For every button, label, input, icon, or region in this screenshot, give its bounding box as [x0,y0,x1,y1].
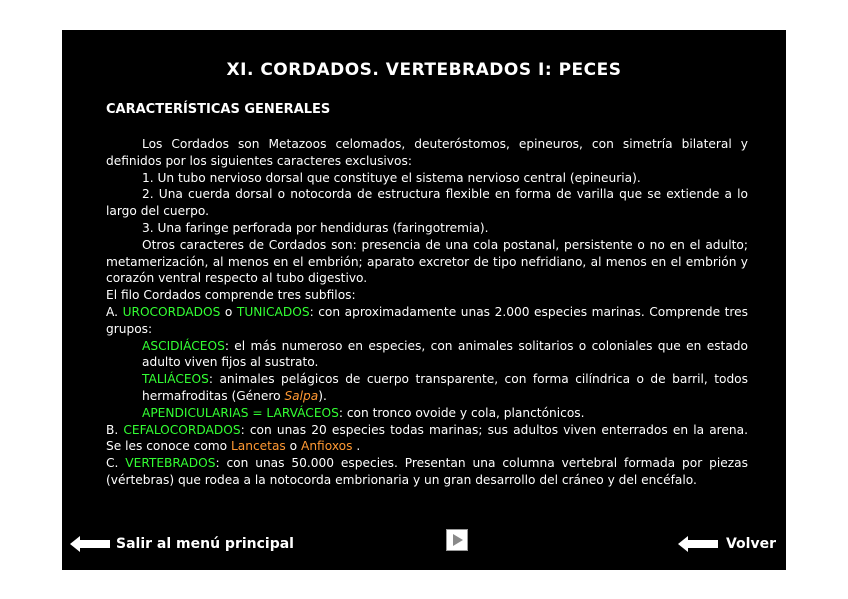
urocordados-term: UROCORDADOS [122,304,221,319]
subphylum-b-prefix: B. [106,422,124,437]
main-menu-button[interactable] [70,530,294,558]
cefalocordados-term: CEFALOCORDADOS [123,422,241,437]
taliaceos-term: TALIÁCEOS [142,372,209,387]
subphylum-a-text: : con aproximadamente unas 2.000 especies marinas. Comprende tres grupos: [106,304,748,336]
group-taliaceos [106,371,748,405]
arrow-left-icon [70,535,110,553]
content-panel [62,30,786,570]
subphylum-a-or: o [220,304,237,319]
ascidiaceos-term: ASCIDIÁCEOS [142,338,225,353]
group-apendicularias [106,405,748,422]
tunicados-term: TUNICADOS [236,304,310,319]
character-item-2: 2. Una cuerda dorsal o notocorda de estructura flexible en forma de varilla que se extiende a lo largo del cuerpo. [106,187,748,219]
back-button[interactable] [678,530,776,558]
arrow-left-icon [678,535,718,553]
play-button[interactable] [446,529,468,551]
vertebrados-term: VERTEBRADOS [125,456,216,471]
taliaceos-text: : animales pelágicos de cuerpo transparente, con forma cilíndrica o de barril, todos hermafroditas (Género [142,372,748,403]
group-ascidiaceos [106,338,748,372]
subphylum-b-text: : con unas 20 especies todas marinas; sus adultos viven enterrados en la arena. Se les conoce como [106,422,748,454]
ascidiaceos-text: : el más numeroso en especies, con animales solitarios o coloniales que en estado adulto viven fijos al sustrato. [142,338,748,370]
subphylum-b [106,422,748,456]
subphyla-intro: El filo Cordados comprende tres subfilos: [106,288,356,303]
lancetas-name: Lancetas [231,439,286,454]
main-menu-label: Salir al menú principal [116,536,294,552]
anfioxos-name: Anfioxos [301,439,353,454]
character-item-3: 3. Una faringe perforada por hendiduras (faringotremia). [142,220,489,235]
apendicularias-term: APENDICULARIAS = LARVÁCEOS [142,405,339,420]
subphylum-a-prefix: A. [106,304,123,319]
taliaceos-end: ). [318,388,327,403]
character-item-1: 1. Un tubo nervioso dorsal que constituye el sistema nervioso central (epineuria). [142,170,641,185]
back-label: Volver [725,536,776,552]
page-title: XI. CORDADOS. VERTEBRADOS I: PECES [226,60,622,80]
body-text [106,136,748,489]
other-characters-paragraph: Otros caracteres de Cordados son: presencia de una cola postanal, persistente o no en el adulto; metamerización, al menos en el embrión; aparato excretor de tipo nefridiano, al menos en el embrión y corazón ventral respecto al tubo digestivo. [106,237,748,286]
subphylum-c-text: : con unas 50.000 especies. Presentan una columna vertebral formada por piezas (vértebras) que rodea a la notocorda embrionaria y un gran desarrollo del cráneo y del encéfalo. [106,456,748,487]
subphylum-b-or: o [285,439,301,454]
subphylum-c-prefix: C. [106,456,126,471]
intro-paragraph: Los Cordados son Metazoos celomados, deuteróstomos, epineuros, con simetría bilateral y definidos por los siguientes caracteres exclusivos: [106,137,748,168]
play-icon [453,534,463,546]
section-subtitle: CARACTERÍSTICAS GENERALES [106,102,331,117]
salpa-genus: Salpa [284,388,319,403]
subphylum-c [106,455,748,489]
subphylum-b-end: . [352,439,361,454]
apendicularias-text: : con tronco ovoide y cola, planctónicos. [338,405,585,420]
subphylum-a [106,304,748,338]
